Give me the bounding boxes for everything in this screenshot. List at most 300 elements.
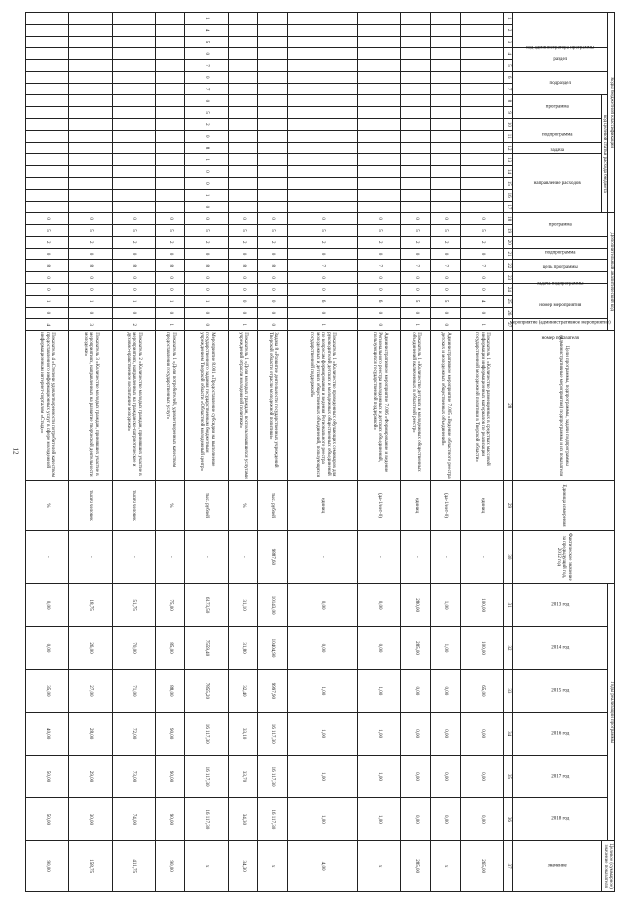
- code-cell: [228, 119, 258, 131]
- code-cell: 0: [185, 283, 228, 295]
- year-value-cell: 31,10: [228, 584, 258, 627]
- year-2017-header: 2017 год: [513, 755, 609, 798]
- code-cell: [358, 154, 401, 166]
- code-cell: [358, 130, 401, 142]
- code-cell: [69, 71, 112, 83]
- year-value-cell: 29,00: [69, 755, 112, 798]
- code-cell: [228, 13, 258, 25]
- code-cell: 0: [185, 95, 228, 107]
- code-cell: [112, 130, 155, 142]
- code-cell: 0: [185, 201, 228, 213]
- indicator-name-cell: Административное мероприятие 7.006 «Формирование и ведение Регионального реестра молодежных и детских объединений, пользующихся государственной поддержкой»: [358, 331, 401, 481]
- unit-cell: (да-1/нет-0): [358, 481, 401, 530]
- code-cell: [431, 24, 461, 36]
- year-value-cell: 90,00: [155, 798, 185, 841]
- code-cell: [258, 201, 288, 213]
- code-cell: [26, 71, 69, 83]
- code-cell: 4: [460, 295, 503, 307]
- code-cell: 0: [258, 213, 288, 225]
- code-cell: [460, 95, 503, 107]
- table-row: [401, 13, 431, 892]
- year-value-cell: 1,00: [358, 712, 401, 755]
- fact-value-cell: 9887,60: [258, 530, 288, 584]
- column-index-cell: 36: [504, 798, 513, 841]
- table-row: [287, 13, 357, 892]
- code-cell: 5: [69, 225, 112, 237]
- rotated-table-container: [25, 12, 615, 892]
- code-cell: 1: [185, 295, 228, 307]
- code-cell: [155, 154, 185, 166]
- code-cell: [460, 48, 503, 60]
- code-cell: [460, 130, 503, 142]
- year-value-cell: 85,00: [155, 627, 185, 670]
- code-cell: 0: [258, 283, 288, 295]
- code-cell: [69, 166, 112, 178]
- program-indicators-table: [25, 12, 615, 892]
- fact-value-cell: -: [460, 530, 503, 584]
- code-cell: 0: [460, 272, 503, 284]
- year-value-cell: 1,00: [358, 798, 401, 841]
- column-index-cell: 21: [504, 248, 513, 260]
- column-index-cell: 1: [504, 13, 513, 25]
- code-cell: 2: [185, 236, 228, 248]
- code-cell: [228, 166, 258, 178]
- year-value-cell: 16 117,30: [185, 755, 228, 798]
- code-cell: [155, 13, 185, 25]
- code-cell: [69, 142, 112, 154]
- fact-value-cell: -: [69, 530, 112, 584]
- code-cell: [228, 142, 258, 154]
- direction-code-header: направление расходов: [513, 154, 602, 213]
- code-cell: [228, 95, 258, 107]
- year-value-cell: 0,00: [460, 712, 503, 755]
- code-cell: [26, 201, 69, 213]
- target-value-header: значение: [513, 841, 602, 892]
- code-cell: [69, 177, 112, 189]
- year-value-cell: 0,00: [431, 798, 461, 841]
- code-cell: [26, 177, 69, 189]
- code-cell: 5: [287, 225, 357, 237]
- code-cell: [112, 119, 155, 131]
- code-cell: [358, 24, 401, 36]
- year-value-cell: 65,00: [460, 669, 503, 712]
- subprogram-code-header: подпрограмма: [513, 119, 602, 143]
- code-cell: 0: [287, 213, 357, 225]
- target-value-cell: 411,75: [112, 841, 155, 892]
- code-cell: 0: [112, 248, 155, 260]
- years-header: Годы реализации программы: [608, 584, 615, 841]
- table-row: [185, 13, 228, 892]
- target-value-cell: 34,30: [228, 841, 258, 892]
- code-cell: [401, 166, 431, 178]
- indicator-name-cell: Показатель 1 «Количество размещенных в средствах массовой информации информационных материалов по реализации государственной молодежной политики в Тверской области»: [460, 331, 503, 481]
- code-cell: 0: [185, 48, 228, 60]
- year-value-cell: 74,00: [112, 798, 155, 841]
- code-cell: [69, 60, 112, 72]
- year-value-cell: 40,00: [26, 712, 69, 755]
- code-cell: 0: [287, 248, 357, 260]
- code-cell: [112, 24, 155, 36]
- code-cell: [26, 60, 69, 72]
- code-cell: [26, 36, 69, 48]
- code-cell: [460, 189, 503, 201]
- code-cell: 0: [228, 307, 258, 319]
- code-cell: [69, 48, 112, 60]
- year-value-cell: 35,00: [26, 669, 69, 712]
- code-cell: [358, 189, 401, 201]
- code-cell: 0: [460, 283, 503, 295]
- code-cell: [228, 201, 258, 213]
- code-cell: [228, 48, 258, 60]
- column-index-cell: 7: [504, 83, 513, 95]
- code-cell: [112, 166, 155, 178]
- task-code-header: задача: [513, 142, 602, 154]
- code-cell: 0: [287, 283, 357, 295]
- code-cell: 8: [112, 260, 155, 272]
- extra-code-header: Дополнительный аналитический код: [608, 213, 615, 331]
- code-cell: [401, 107, 431, 119]
- code-cell: 6: [358, 295, 401, 307]
- column-index-cell: 3: [504, 36, 513, 48]
- subsection-header: подраздел: [513, 71, 609, 95]
- fact-value-cell: -: [112, 530, 155, 584]
- code-cell: [228, 154, 258, 166]
- year-value-cell: 50,00: [26, 798, 69, 841]
- code-cell: 1: [26, 295, 69, 307]
- code-cell: [228, 189, 258, 201]
- code-cell: 0: [258, 248, 288, 260]
- column-index-cell: 20: [504, 236, 513, 248]
- d-activity-no-header: номер мероприятия: [513, 283, 609, 318]
- year-value-cell: 0,00: [431, 755, 461, 798]
- code-cell: [287, 142, 357, 154]
- code-cell: 0: [228, 283, 258, 295]
- code-cell: 7: [358, 260, 401, 272]
- code-cell: 0: [401, 283, 431, 295]
- indicator-name-cell: Показатель 1 «Количество детских и молодежных общественных объединений включенных в областной реестр»: [401, 331, 431, 481]
- unit-cell: единиц: [287, 481, 357, 530]
- unit-cell: единиц: [401, 481, 431, 530]
- code-cell: 3: [69, 319, 112, 331]
- year-value-cell: 90,00: [155, 755, 185, 798]
- fact-value-cell: -: [228, 530, 258, 584]
- unit-cell: тысяч человек: [112, 481, 155, 530]
- code-cell: 7: [401, 260, 431, 272]
- code-cell: [287, 13, 357, 25]
- target-value-cell: 4,00: [287, 841, 357, 892]
- target-value-cell: x: [185, 841, 228, 892]
- column-index-cell: 32: [504, 627, 513, 670]
- code-cell: [228, 107, 258, 119]
- code-cell: 8: [258, 260, 288, 272]
- code-cell: [358, 142, 401, 154]
- code-cell: [401, 24, 431, 36]
- year-value-cell: 30,00: [69, 798, 112, 841]
- year-value-cell: 70,00: [112, 627, 155, 670]
- code-cell: [401, 119, 431, 131]
- code-cell: [287, 177, 357, 189]
- code-cell: [431, 36, 461, 48]
- code-cell: 8: [185, 142, 228, 154]
- year-value-cell: 280,00: [401, 584, 431, 627]
- code-cell: 1: [401, 319, 431, 331]
- year-value-cell: 0,00: [358, 627, 401, 670]
- code-cell: 0: [26, 272, 69, 284]
- page-number: 12: [11, 447, 20, 455]
- code-cell: 1: [155, 319, 185, 331]
- code-cell: [431, 83, 461, 95]
- code-cell: [287, 24, 357, 36]
- code-cell: 5: [460, 225, 503, 237]
- code-cell: [431, 13, 461, 25]
- code-cell: [401, 48, 431, 60]
- column-index-cell: 34: [504, 712, 513, 755]
- fact-value-cell: -: [155, 530, 185, 584]
- code-cell: 0: [460, 307, 503, 319]
- code-cell: 8: [26, 260, 69, 272]
- year-value-cell: 1,00: [287, 798, 357, 841]
- section-header: раздел: [513, 48, 609, 72]
- code-cell: 4: [26, 319, 69, 331]
- code-cell: [401, 36, 431, 48]
- code-cell: [431, 60, 461, 72]
- code-cell: [358, 201, 401, 213]
- year-value-cell: 0,00: [401, 669, 431, 712]
- code-cell: [26, 130, 69, 142]
- target-value-cell: 285,00: [401, 841, 431, 892]
- year-value-cell: 10404,90: [258, 627, 288, 670]
- code-cell: [287, 107, 357, 119]
- code-cell: [460, 166, 503, 178]
- code-cell: 0: [69, 283, 112, 295]
- code-cell: 1: [69, 295, 112, 307]
- unit-header: Единица измерения: [513, 481, 615, 530]
- column-index-cell: 5: [504, 60, 513, 72]
- year-2014-header: 2014 год: [513, 627, 609, 670]
- code-cell: [401, 83, 431, 95]
- code-cell: [112, 177, 155, 189]
- fact-value-cell: -: [185, 530, 228, 584]
- year-value-cell: 0,00: [401, 798, 431, 841]
- code-cell: 0: [185, 177, 228, 189]
- code-cell: [460, 71, 503, 83]
- indicator-name-cell: Задача 8 «Развитие деятельности государственных учреждений Тверской области отрасли молодежной политики»: [258, 331, 288, 481]
- code-cell: 7: [460, 260, 503, 272]
- code-cell: [460, 119, 503, 131]
- table-row: [358, 13, 401, 892]
- year-value-cell: 10143,00: [258, 584, 288, 627]
- code-cell: 5: [185, 36, 228, 48]
- indicator-name-cell: Показатель 3 «Количество молодых граждан, принявших участие в мероприятиях, направленных на развитие творческой деятельности молодежи»: [69, 331, 112, 481]
- table-body: [26, 13, 504, 892]
- year-value-cell: 28,00: [69, 712, 112, 755]
- code-cell: [401, 142, 431, 154]
- code-cell: [112, 83, 155, 95]
- code-cell: [112, 201, 155, 213]
- fact-value-cell: -: [26, 530, 69, 584]
- year-value-cell: 1,00: [358, 755, 401, 798]
- year-value-cell: 51,75: [112, 584, 155, 627]
- code-cell: [401, 71, 431, 83]
- code-cell: 0: [228, 248, 258, 260]
- column-index-row: [504, 13, 513, 892]
- code-cell: 0: [358, 213, 401, 225]
- code-cell: 1: [460, 319, 503, 331]
- column-index-cell: 29: [504, 481, 513, 530]
- code-cell: [258, 142, 288, 154]
- code-cell: [287, 83, 357, 95]
- column-index-cell: 35: [504, 755, 513, 798]
- code-cell: 2: [228, 236, 258, 248]
- column-index-cell: 16: [504, 189, 513, 201]
- code-cell: [155, 130, 185, 142]
- code-cell: 0: [155, 283, 185, 295]
- program-code-header: программа: [513, 95, 602, 119]
- year-value-cell: 16 117,30: [185, 798, 228, 841]
- year-value-cell: 1,00: [431, 627, 461, 670]
- year-value-cell: 26,00: [69, 627, 112, 670]
- code-cell: 0: [460, 248, 503, 260]
- code-cell: [258, 154, 288, 166]
- year-value-cell: 16 117,30: [258, 712, 288, 755]
- code-cell: 0: [228, 295, 258, 307]
- code-cell: [26, 107, 69, 119]
- code-cell: 0: [258, 307, 288, 319]
- target-value-cell: 265,00: [460, 841, 503, 892]
- code-cell: 0: [358, 272, 401, 284]
- unit-cell: тыс. рублей: [185, 481, 228, 530]
- code-cell: [112, 60, 155, 72]
- code-cell: 0: [155, 307, 185, 319]
- code-cell: 5: [228, 225, 258, 237]
- code-cell: [26, 189, 69, 201]
- code-cell: 4: [185, 24, 228, 36]
- code-cell: 2: [460, 236, 503, 248]
- code-cell: 0: [401, 213, 431, 225]
- column-index-cell: 9: [504, 107, 513, 119]
- year-value-cell: 88,00: [155, 669, 185, 712]
- code-cell: [460, 24, 503, 36]
- code-cell: 2: [401, 236, 431, 248]
- code-cell: [155, 142, 185, 154]
- code-cell: [26, 24, 69, 36]
- code-cell: 0: [431, 319, 461, 331]
- code-cell: [155, 60, 185, 72]
- unit-cell: единиц: [460, 481, 503, 530]
- budget-codes-header: Коды бюджетной классификации: [608, 13, 615, 213]
- year-value-cell: 34,30: [228, 798, 258, 841]
- code-cell: [431, 142, 461, 154]
- year-value-cell: 16 117,30: [185, 712, 228, 755]
- code-cell: [258, 177, 288, 189]
- code-cell: [155, 71, 185, 83]
- target-value-cell: x: [358, 841, 401, 892]
- code-cell: [258, 36, 288, 48]
- column-index-cell: 8: [504, 95, 513, 107]
- code-cell: [358, 119, 401, 131]
- code-cell: 0: [358, 319, 401, 331]
- year-value-cell: 75,00: [155, 584, 185, 627]
- code-cell: [155, 189, 185, 201]
- unit-cell: тысяч человек: [69, 481, 112, 530]
- code-cell: [155, 166, 185, 178]
- code-cell: [112, 48, 155, 60]
- code-cell: 0: [401, 307, 431, 319]
- code-cell: [69, 201, 112, 213]
- code-cell: [287, 130, 357, 142]
- code-cell: [401, 95, 431, 107]
- code-cell: [69, 130, 112, 142]
- code-cell: [401, 189, 431, 201]
- code-cell: 0: [358, 248, 401, 260]
- admin-code-header: код администратора программы: [513, 13, 609, 48]
- code-cell: [26, 83, 69, 95]
- code-cell: [228, 130, 258, 142]
- code-cell: [401, 201, 431, 213]
- code-cell: [460, 13, 503, 25]
- year-2015-header: 2015 год: [513, 669, 609, 712]
- code-cell: [155, 24, 185, 36]
- code-cell: 8: [155, 260, 185, 272]
- code-cell: [358, 48, 401, 60]
- target-value-cell: x: [431, 841, 461, 892]
- d-task-header: задача подпрограммы: [513, 260, 609, 272]
- code-cell: 0: [185, 166, 228, 178]
- code-cell: [69, 107, 112, 119]
- code-cell: 0: [69, 307, 112, 319]
- code-cell: 2: [287, 236, 357, 248]
- column-index-cell: 12: [504, 142, 513, 154]
- column-index-cell: 4: [504, 48, 513, 60]
- code-cell: 7: [431, 260, 461, 272]
- code-cell: 5: [26, 225, 69, 237]
- code-cell: [112, 95, 155, 107]
- year-value-cell: 32,40: [228, 669, 258, 712]
- year-value-cell: 100,00: [460, 584, 503, 627]
- table-row: [26, 13, 69, 892]
- column-index-cell: 24: [504, 283, 513, 295]
- column-index-cell: 19: [504, 225, 513, 237]
- code-cell: [460, 142, 503, 154]
- code-cell: 5: [112, 225, 155, 237]
- year-value-cell: 0,00: [460, 798, 503, 841]
- code-cell: [26, 13, 69, 25]
- column-index-cell: 26: [504, 307, 513, 319]
- code-cell: [431, 166, 461, 178]
- code-cell: [112, 154, 155, 166]
- code-cell: [258, 24, 288, 36]
- year-value-cell: 0,00: [460, 755, 503, 798]
- year-value-cell: 18,75: [69, 584, 112, 627]
- code-cell: 0: [358, 307, 401, 319]
- code-cell: [155, 83, 185, 95]
- code-cell: 0: [155, 248, 185, 260]
- code-cell: [26, 154, 69, 166]
- code-cell: 0: [431, 307, 461, 319]
- code-cell: [112, 13, 155, 25]
- indicator-name-cell: Показатель 1 «Доля молодых граждан, воспользовавшихся услугами учреждений отрасли молодежной политики»: [228, 331, 258, 481]
- year-value-cell: 31,80: [228, 627, 258, 670]
- year-2016-header: 2016 год: [513, 712, 609, 755]
- code-cell: 2: [185, 119, 228, 131]
- code-cell: [69, 119, 112, 131]
- code-cell: [358, 177, 401, 189]
- column-index-cell: 14: [504, 166, 513, 178]
- code-cell: [69, 95, 112, 107]
- code-cell: 0: [358, 283, 401, 295]
- code-cell: [228, 24, 258, 36]
- column-index-cell: 13: [504, 154, 513, 166]
